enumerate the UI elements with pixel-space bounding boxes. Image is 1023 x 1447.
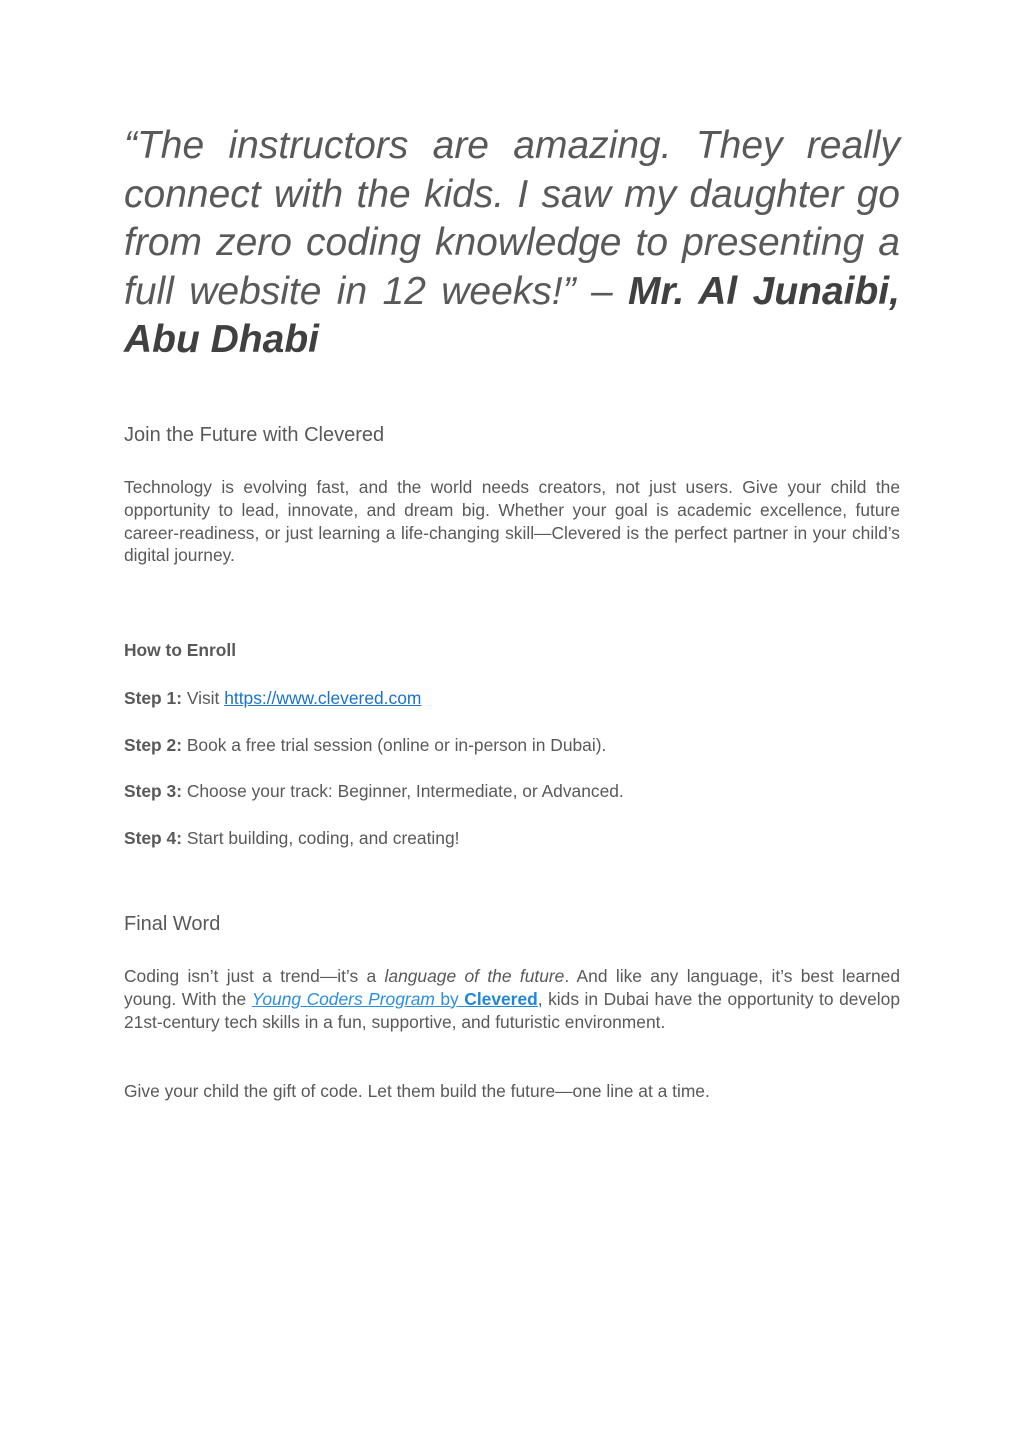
step-label: Step 1:: [124, 688, 182, 708]
step-text: Book a free trial session (online or in-person in Dubai).: [181, 735, 607, 755]
join-paragraph: Technology is evolving fast, and the world needs creators, not just users. Give your child the opportunity to lead, innovate, and dream big. Whether your goal is academic excellence, future career-readiness, or just learning a life-changing skill—Clevered is the perfect partner in your child’s digital journey.: [124, 477, 900, 566]
step-text: Choose your track: Beginner, Intermediate, or Advanced.: [181, 781, 624, 801]
closing-paragraph: Give your child the gift of code. Let them build the future—one line at a time.: [124, 1081, 710, 1101]
step-4: [124, 827, 459, 849]
by-link[interactable]: by: [434, 988, 465, 1009]
clevered-link[interactable]: Clevered: [464, 988, 538, 1009]
final-paragraph: [124, 965, 900, 1033]
quote-text: “The instructors are amazing. They really connect with the kids. I saw my daughter go from zero coding knowledge to presenting a full website in 12 weeks!” –: [124, 124, 900, 313]
step-label: Step 4:: [124, 828, 182, 848]
final-text: , kids in Dubai have the opportunity to develop 21st-century tech skills in a fun, supportive, and futuristic environment.: [124, 988, 900, 1032]
step-text: Start building, coding, and creating!: [181, 828, 460, 848]
young-coders-program-link[interactable]: Young Coders Program: [251, 988, 435, 1009]
step-1: [124, 687, 421, 709]
emphasis-text: language of the future: [384, 966, 565, 986]
step-3: [124, 780, 624, 802]
final-text: . And like any language, it’s best learned young. With the: [124, 966, 900, 1009]
clevered-website-link[interactable]: https://www.clevered.com: [224, 688, 422, 708]
join-heading: Join the Future with Clevered: [124, 424, 385, 446]
testimonial-quote: [124, 122, 900, 365]
step-label: Step 2:: [124, 735, 182, 755]
quote-author: Mr. Al Junaibi, Abu Dhabi: [124, 269, 900, 361]
final-text: Coding isn’t just a trend—it’s a: [124, 966, 385, 986]
final-heading: Final Word: [124, 913, 221, 935]
step-label: Step 3:: [124, 781, 182, 801]
step-2: [124, 734, 606, 756]
enroll-heading: How to Enroll: [124, 640, 237, 660]
step-text: Visit: [181, 688, 225, 708]
